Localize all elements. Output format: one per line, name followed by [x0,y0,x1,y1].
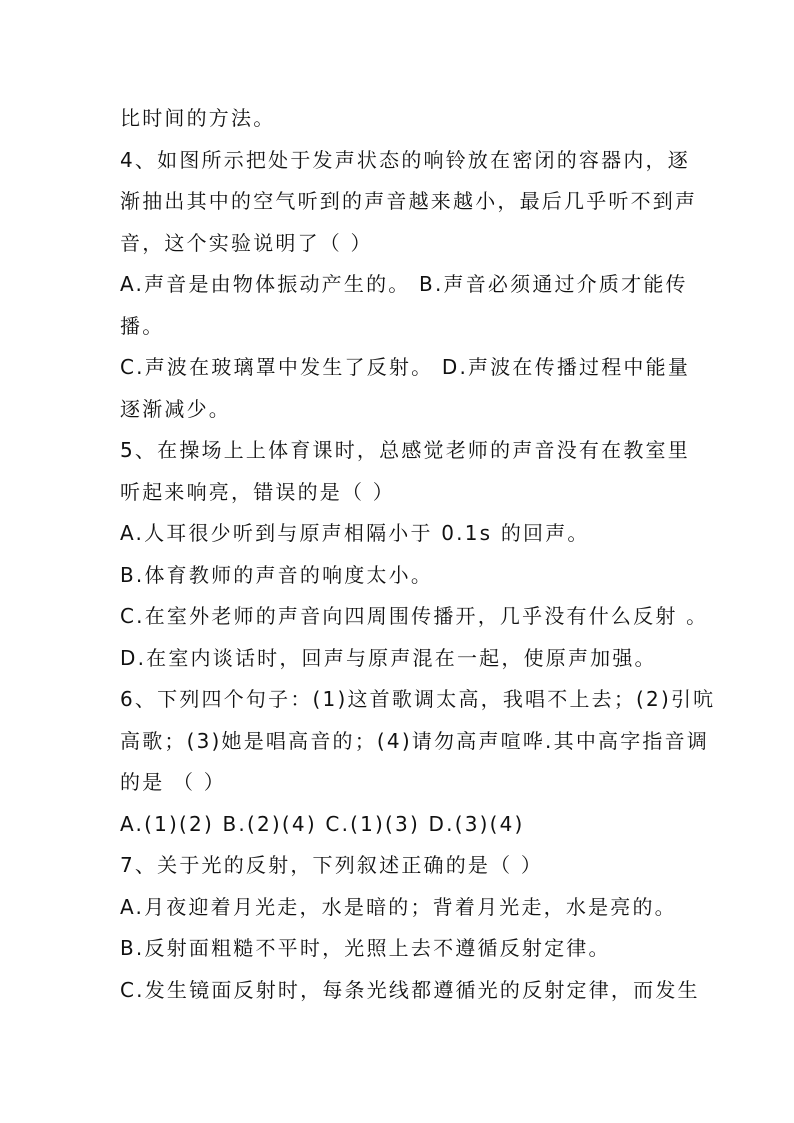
text-line: 比时间的方法。 [120,106,276,130]
option-line: A.(1)(2) B.(2)(4) C.(1)(3) D.(3)(4) [120,811,525,836]
text-line: 渐抽出其中的空气听到的声音越来越小，最后几乎听不到声 [120,189,698,213]
question-6-text: 6、下列四个句子：(1)这首歌调太高，我唱不上去；(2)引吭 [120,687,716,711]
option-line: D.在室内谈话时，回声与原声混在一起，使原声加强。 [120,645,657,670]
option-line: A.人耳很少听到与原声相隔小于 0.1s 的回声。 [120,521,590,545]
option-line: B.体育教师的声音的响度太小。 [120,562,434,587]
question-5-text: 5、在操场上上体育课时，总感觉老师的声音没有在教室里 [120,438,690,462]
document-body [120,98,716,1011]
option-line: C.声波在玻璃罩中发生了反射。 D.声波在传播过程中能量 [120,355,691,379]
text-line: 的是 （ ） [120,770,226,794]
option-line: C.在室外老师的声音向四周围传播开，几乎没有什么反射 。 [120,604,709,628]
option-line: A.声音是由物体振动产生的。 B.声音必须通过介质才能传 [120,272,688,296]
option-line: A.月夜迎着月光走，水是暗的；背着月光走，水是亮的。 [120,894,677,919]
text-line: 听起来响亮，错误的是（ ） [120,479,395,504]
question-7-text: 7、关于光的反射，下列叙述正确的是（ ） [120,853,544,877]
text-line: 音，这个实验说明了（ ） [120,230,373,255]
text-line: 播。 [120,313,165,338]
option-line: C.发生镜面反射时，每条光线都遵循光的反射定律，而发生 [120,977,700,1002]
option-line: B.反射面粗糙不平时，光照上去不遵循反射定律。 [120,936,611,960]
text-line: 逐渐减少。 [120,396,231,421]
text-line: 高歌；(3)她是唱高音的；(4)请勿高声喧哗.其中高字指音调 [120,728,710,753]
question-4-text: 4、如图所示把处于发声状态的响铃放在密闭的容器内，逐 [120,147,690,172]
